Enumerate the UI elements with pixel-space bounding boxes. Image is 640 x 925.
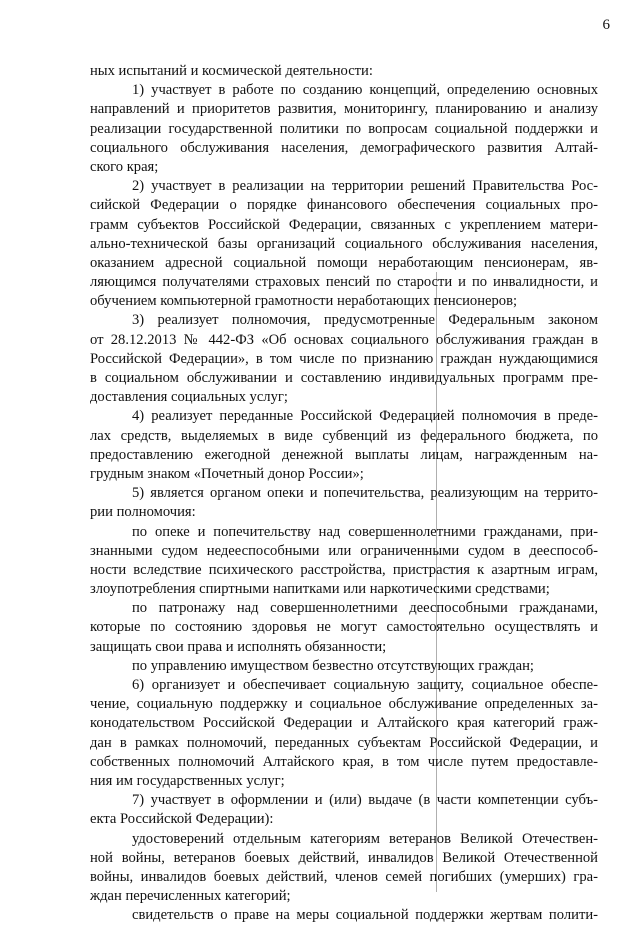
- text-line: по опеке и попечительству над совершеннолетними гражданами, при-: [132, 523, 598, 540]
- text-line: направлений и приоритетов развития, мониторингу, планированию и анализу: [90, 101, 598, 118]
- text-line: по управлению имуществом безвестно отсутствующих граждан;: [132, 657, 534, 674]
- text-line: ждан перечисленных категорий;: [90, 888, 291, 905]
- text-line: ского края;: [90, 158, 159, 175]
- text-line: 4) реализует переданные Российской Федерацией полномочия в преде-: [132, 408, 598, 425]
- text-line: собственных полномочий Алтайского края, в том числе путем предоставле-: [90, 753, 598, 770]
- text-line: обучением компьютерной грамотности неработающих пенсионеров;: [90, 293, 518, 310]
- text-line: знанными судом недееспособными или ограниченными судом в дееспособ-: [90, 542, 598, 559]
- text-line: удостоверений отдельным категориям ветеранов Великой Отечествен-: [132, 830, 598, 847]
- text-line: Российской Федерации», в том числе по признанию граждан нуждающимися: [90, 350, 598, 367]
- text-line: чение, социальную поддержку и социальное обслуживание определенных за-: [90, 696, 598, 713]
- text-line: оказанием адресной социальной помощи неработающим пенсионерам, яв-: [90, 254, 598, 271]
- text-line: защищать свои права и исполнять обязанности;: [90, 638, 387, 655]
- text-line: злоупотребления спиртными напитками или наркотическими средствами;: [90, 581, 550, 598]
- text-line: которые по состоянию здоровья не могут самостоятельно осуществлять и: [90, 619, 598, 636]
- text-line: в социальном обслуживании и составлению индивидуальных программ пре-: [90, 370, 598, 386]
- text-line: ляющимся получателями страховых пенсий по старости и по инвалидности, и: [90, 274, 598, 291]
- text-line: ально-технической базы организаций социального обслуживания населения,: [90, 235, 598, 252]
- text-line: грудным знаком «Почетный донор России»;: [90, 465, 364, 482]
- text-line: предоставлению ежегодной денежной выплаты лицам, награжденным на-: [90, 446, 598, 463]
- text-line: сийской Федерации о порядке финансового обеспечения социальных про-: [90, 197, 598, 214]
- text-line: социального обслуживания населения, демографического развития Алтай-: [90, 139, 598, 156]
- text-line: от 28.12.2013 № 442-ФЗ «Об основах социального обслуживания граждан в: [90, 331, 598, 348]
- text-line: по патронажу над совершеннолетними дееспособными гражданами,: [132, 600, 598, 617]
- text-line: дан в рамках полномочий, переданных субъектам Российской Федерации, и: [90, 734, 598, 751]
- text-line: ности вследствие психического расстройства, пристрастия к азартным играм,: [90, 561, 598, 578]
- page-number: 6: [602, 17, 610, 33]
- text-line: екта Российской Федерации):: [90, 811, 274, 828]
- text-line: реализации государственной политики по вопросам социальной поддержки и: [90, 120, 598, 137]
- text-line: ной войны, ветеранов боевых действий, инвалидов Великой Отечественной: [90, 849, 598, 866]
- body-text: [90, 62, 598, 925]
- text-line: конодательством Российской Федерации и Алтайского края категорий граж-: [90, 715, 598, 732]
- text-line: 3) реализует полномочия, предусмотренные Федеральным законом: [132, 312, 598, 329]
- text-line: свидетельств о праве на меры социальной поддержки жертвам полити-: [132, 907, 598, 924]
- text-line: лах средств, выделяемых в виде субвенций из федерального бюджета, по: [90, 427, 598, 444]
- text-line: грамм субъектов Российской Федерации, связанных с укреплением матери-: [90, 216, 598, 233]
- text-line: 7) участвует в оформлении и (или) выдаче (в части компетенции субъ-: [132, 792, 598, 809]
- text-line: 1) участвует в работе по созданию концепций, определению основных: [132, 82, 598, 99]
- text-line: 2) участвует в реализации на территории решений Правительства Рос-: [132, 178, 598, 195]
- text-line: ния им государственных услуг;: [90, 772, 285, 789]
- text-line: войны, инвалидов боевых действий, членов семей погибших (умерших) гра-: [90, 868, 598, 885]
- text-line: доставления социальных услуг;: [90, 389, 288, 406]
- text-line: 6) организует и обеспечивает социальную защиту, социальное обеспе-: [132, 677, 598, 693]
- text-line: 5) является органом опеки и попечительства, реализующим на террито-: [132, 485, 598, 502]
- text-line: рии полномочия:: [90, 504, 196, 521]
- text-line: ных испытаний и космической деятельности:: [90, 63, 373, 79]
